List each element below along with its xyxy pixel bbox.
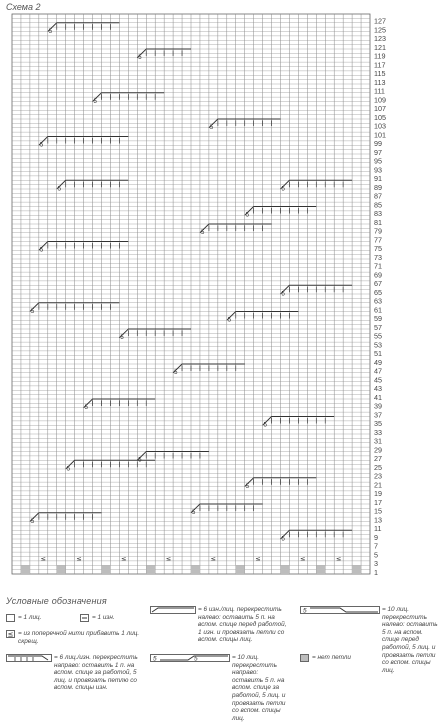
row-number: 103 [374,121,386,131]
cable-count-label: 5 [245,212,250,219]
row-number: 43 [374,384,382,394]
row-number: 25 [374,462,382,472]
row-number: 89 [374,182,382,192]
row-number: 115 [374,69,386,79]
legend-text-cross-10-right: = 10 лиц. перекрестить направо: оставить 5 п. на вспом. спице за работой, 5 лиц. и провязать петли со вспом. спицы лиц. [232,654,286,722]
svg-text:5: 5 [194,655,198,662]
no-stitch-cell [236,565,245,574]
row-number: 7 [374,541,378,551]
cable-count-label: 5 [30,308,35,315]
legend-item-increase [6,630,144,645]
no-stitch-cell [316,565,325,574]
cross-6-right-symbol-icon [6,654,52,662]
cable-count-label: 5 [39,142,44,149]
cable-count-label: 5 [227,317,232,324]
increase-symbol: ≤ [121,554,127,563]
legend-text-cross-10: = 10 лиц. перекрестить налево: оставить 5 п. на вспом. спице перед работой, 5 лиц. и провязать петли со вспом. спицы лиц. [382,606,438,674]
row-number: 91 [374,174,382,184]
row-number: 51 [374,349,382,359]
no-stitch-cell [352,565,361,574]
increase-symbol: ≤ [165,554,172,563]
row-number: 31 [374,436,382,446]
cable-count-label: 5 [66,466,71,473]
no-stitch-cell [57,565,66,574]
legend-text-no-stitch: = нет петли [312,654,351,661]
increase-symbol: ≤ [255,554,261,563]
row-number: 41 [374,392,382,402]
row-number: 49 [374,357,382,367]
row-number: 85 [374,200,382,210]
cable-count-label: 5 [138,55,142,62]
row-number: 87 [374,191,382,201]
legend-text-increase: = из поперечной нити прибавить 1 лиц. скрещ. [18,630,140,645]
row-number: 117 [374,60,386,70]
row-number: 77 [374,235,382,245]
cable-count-label: 5 [281,186,285,193]
no-stitch-cell [102,565,111,574]
cable-count-label: 5 [48,28,53,35]
row-number: 37 [374,410,382,420]
legend-item-purl [80,614,140,622]
row-number: 71 [374,261,382,271]
no-stitch-cell [281,565,290,574]
row-number: 73 [374,252,382,262]
row-number: 9 [374,532,378,542]
no-stitch-cell [191,565,200,574]
row-number: 61 [374,305,382,315]
chart-title: Схема 2 [6,2,41,12]
cross-10-right-symbol-icon [150,654,230,662]
increase-symbol-icon [6,630,15,638]
legend-text-knit: = 1 лиц. [18,614,42,621]
increase-symbol: ≤ [40,554,47,563]
row-number: 33 [374,427,382,437]
increase-symbol: ≤ [300,554,306,563]
row-number: 57 [374,322,382,332]
row-number: 105 [374,112,386,122]
knit-symbol-icon [6,614,15,622]
row-number: 11 [374,524,382,534]
row-number: 35 [374,419,382,429]
cable-count-label: 5 [281,536,285,543]
row-number: 95 [374,156,382,166]
row-number: 111 [374,86,385,96]
svg-text:5: 5 [303,607,307,614]
row-number: 53 [374,340,382,350]
cable-count-label: 5 [174,370,178,377]
svg-text:5: 5 [153,655,157,662]
legend-title: Условные обозначения [6,596,107,606]
row-number: 65 [374,287,382,297]
cable-count-label: 5 [245,483,250,490]
row-number: 17 [374,497,382,507]
row-number: 39 [374,401,382,411]
row-number: 79 [374,226,382,236]
row-number: 59 [374,314,382,324]
row-number: 121 [374,42,386,52]
legend-item-no-stitch [300,654,400,662]
legend-text-cross-6-right: = 6 лиц./изн. перекрестить направо: оставить 1 п. на вспом. спице за работой, 5 лиц. и провязать петлю со вспом. спицы изн. [54,654,138,692]
increase-symbol: ≤ [335,554,342,563]
row-number: 13 [374,515,382,525]
cable-count-label: 5 [84,405,88,412]
row-number: 113 [374,77,386,87]
row-number: 21 [374,480,382,490]
cross-6-left-symbol-icon [150,606,196,614]
row-number: 127 [374,16,386,26]
cable-count-label: 5 [209,125,214,132]
purl-symbol-icon [80,614,89,622]
row-number: 3 [374,559,378,569]
cross-10-symbol-icon [300,606,380,614]
row-number: 19 [374,489,382,499]
row-number: 27 [374,454,382,464]
row-number: 97 [374,147,382,157]
row-number: 93 [374,165,382,175]
row-number: 23 [374,471,382,481]
row-number: 123 [374,34,386,44]
row-number: 83 [374,209,382,219]
legend-item-cross-10 [300,606,440,674]
legend-text-cross-6-left: = 6 изн./лиц. перекрестить налево: оставить 5 п. на вспом. спице перед работой, 1 изн. и провязать петли со вспом. спицы лиц. [198,606,287,644]
row-number: 99 [374,139,382,149]
row-number: 47 [374,366,382,376]
svg-text:≤: ≤ [7,630,14,638]
row-number: 29 [374,445,382,455]
legend-item-cross-6-right [6,654,146,692]
no-stitch-symbol-icon [300,654,309,662]
no-stitch-cell [146,565,155,574]
row-number: 63 [374,296,382,306]
legend-text-purl: = 1 изн. [92,614,115,621]
row-number: 67 [374,279,382,289]
row-number: 107 [374,104,386,114]
row-number: 5 [374,550,378,560]
row-number: 81 [374,217,382,227]
cable-count-label: 5 [30,518,35,525]
cable-count-label: 5 [138,457,142,464]
legend-item-knit [6,614,76,622]
cable-count-label: 5 [281,291,285,298]
cable-count-label: 5 [192,510,196,517]
row-number: 45 [374,375,382,385]
row-number: 75 [374,244,382,254]
legend-item-cross-6-left [150,606,290,644]
cable-count-label: 5 [200,230,205,237]
row-number: 119 [374,51,386,61]
cable-count-label: 5 [57,186,62,193]
row-number: 69 [374,270,382,280]
increase-symbol: ≤ [210,554,217,563]
cable-count-label: 5 [263,422,267,429]
row-number: 55 [374,331,382,341]
row-number: 101 [374,130,386,140]
row-number: 15 [374,506,382,516]
row-number: 125 [374,25,386,35]
legend-item-cross-10-right [150,654,290,722]
cable-count-label: 5 [39,247,44,254]
cable-count-label: 5 [120,335,124,342]
row-number: 1 [374,567,378,577]
increase-symbol: ≤ [76,554,82,563]
cable-count-label: 5 [93,98,97,105]
no-stitch-cell [21,565,30,574]
row-number: 109 [374,95,386,105]
